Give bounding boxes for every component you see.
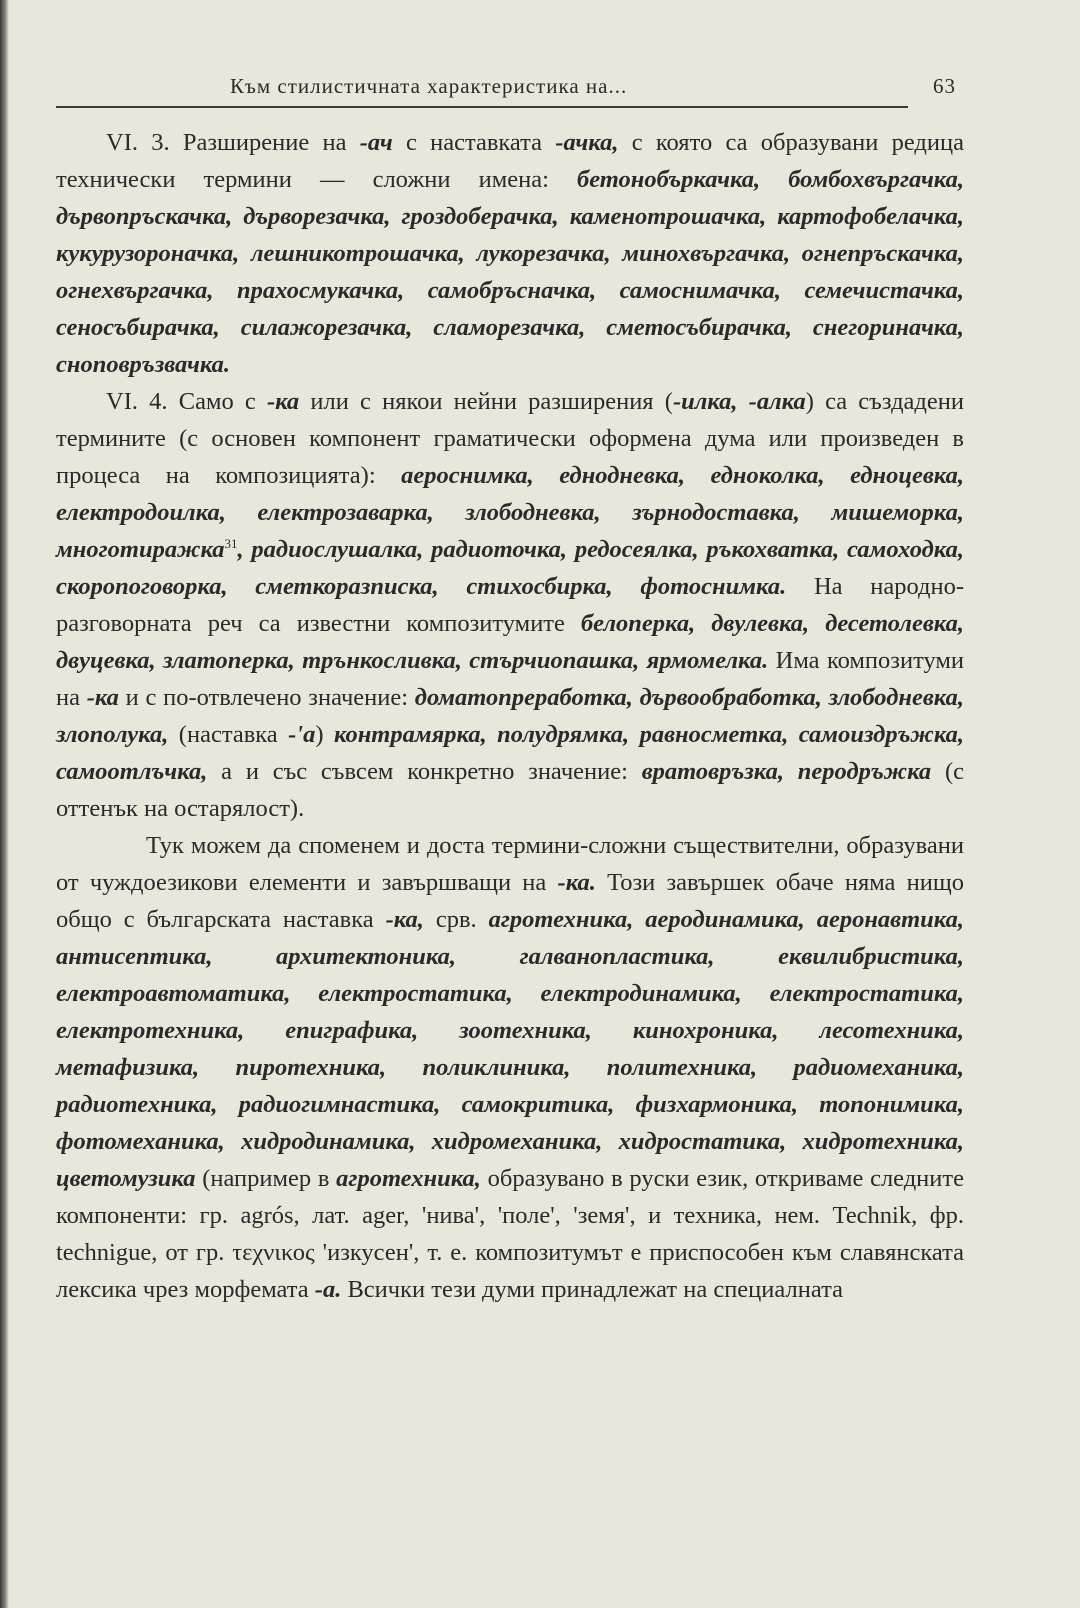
page-body <box>56 124 964 1308</box>
italic-term-run: вратовръзка, перодръжка <box>641 758 932 785</box>
italic-term-run: доматопреработка, дървообработка, злободневка, злополука, <box>56 684 964 748</box>
italic-term-run: -ка <box>266 388 300 415</box>
book-page <box>56 70 964 1308</box>
italic-term-run: агротехника, аеродинамика, аеронавтика, антисептика, архитектоника, галванопластика, еквилибристика, електроавтоматика, електростатика, електродинамика, електростатика, електротехника, епиграфика, зоотехника, кинохроника, лесотехника, метафизика, пиротехника, поликлиника, политехника, радиомеханика, радиотехника, радиогимнастика, самокритика, физхармоника, топонимика, фотомеханика, хидродинамика, хидромеханика, хидростатика, хидротехника, цветомузика <box>56 906 964 1192</box>
italic-term-run: аероснимка, еднодневка, едноколка, едноцевка, електродоилка, електрозаварка, злободневка, зърнодоставка, мишеморка, многотиражка <box>56 462 964 563</box>
text-run: Всички тези думи принадлежат на специалната <box>341 1276 843 1303</box>
italic-term-run: , радиослушалка, радиоточка, редосеялка, ръкохватка, самоходка, скоропоговорка, сметкоразписка, стихосбирка, фотоснимка. <box>56 536 964 600</box>
page-number: 63 <box>933 74 956 98</box>
text-run: образувано в руски език, откриваме следните компоненти: гр. agrós, лат. ager, 'нива', 'поле', 'земя', и техника, нем. Technik, фр. technigue, от гр. τεχνικος 'изкусен', т. е. композитумът е приспособен към славянската лексика чрез морфемата <box>56 1165 964 1303</box>
text-run: VI. 4. Само с <box>106 388 267 415</box>
text-run: а и със съвсем конкретно значение: <box>207 758 642 785</box>
italic-term-run: -а. <box>314 1276 342 1303</box>
text-run: (например в <box>195 1165 337 1192</box>
text-run: Има композитуми на <box>56 647 964 711</box>
book-spine-shadow <box>0 0 9 1608</box>
italic-term-run: -ка, <box>385 906 424 933</box>
text-run: с наставката <box>392 129 556 156</box>
text-run: ) са създадени термините (с основен компонент граматически оформена дума или произведен в процеса на композицията): <box>56 388 964 489</box>
text-run: Тук можем да споменем и доста термини-сложни съществителни, образувани от чуждоезикови елементи и завършващи на <box>56 832 964 896</box>
paragraph-vi-4 <box>56 383 964 827</box>
italic-term-run: -ка <box>86 684 119 711</box>
text-run: или с някои нейни разширения ( <box>299 388 673 415</box>
text-run: На народно-разговорната реч са известни композитумите <box>56 573 964 637</box>
text-run: с която са образувани редица технически термини — сложни имена: <box>56 129 964 193</box>
text-run: (наставка <box>168 721 289 748</box>
italic-term-run: -илка, -алка <box>672 388 806 415</box>
paragraph-vi-3 <box>56 124 964 383</box>
italic-term-run: бетонобъркачка, бомбохвъргачка, дървопръскачка, дърворезачка, гроздоберачка, каменотрошачка, картофобелачка, кукурузороначка, лешникотрошачка, лукорезачка, минохвъргачка, огнепръскачка, огнехвъргачка, прахосмукачка, самобръсначка, самоснимачка, семечистачка, сеносъбирачка, силажорезачка, сламорезачка, сметосъбирачка, снегориначка, сноповръзвачка. <box>56 166 964 378</box>
text-run: VI. 3. Разширение на <box>106 129 360 156</box>
italic-term-run: -ачка, <box>555 129 619 156</box>
text-run: и с по-отвлечено значение: <box>118 684 415 711</box>
italic-term-run: -ка. <box>557 869 596 896</box>
italic-term-run: белоперка, двулевка, десетолевка, двуцевка, златоперка, трънкосливка, стърчиопашка, ярмомелка. <box>56 610 964 674</box>
running-title: Към стилистичната характеристика на... <box>230 74 628 98</box>
text-run: (с оттенък на остарялост). <box>56 758 964 822</box>
italic-term-run: контрамярка, полудрямка, равносметка, самоиздръжка, самоотлъчка, <box>56 721 964 785</box>
page-header <box>56 70 956 108</box>
text-run: Този завършек обаче няма нищо общо с българската наставка <box>56 869 964 933</box>
italic-term-run: -ач <box>359 129 393 156</box>
paragraph-foreign-terms <box>56 827 964 1308</box>
footnote-marker: 31 <box>224 535 238 551</box>
text-run: ) <box>315 721 334 748</box>
text-run: срв. <box>423 906 489 933</box>
italic-term-run: -'а <box>288 721 316 748</box>
italic-term-run: агротехника, <box>336 1165 481 1192</box>
